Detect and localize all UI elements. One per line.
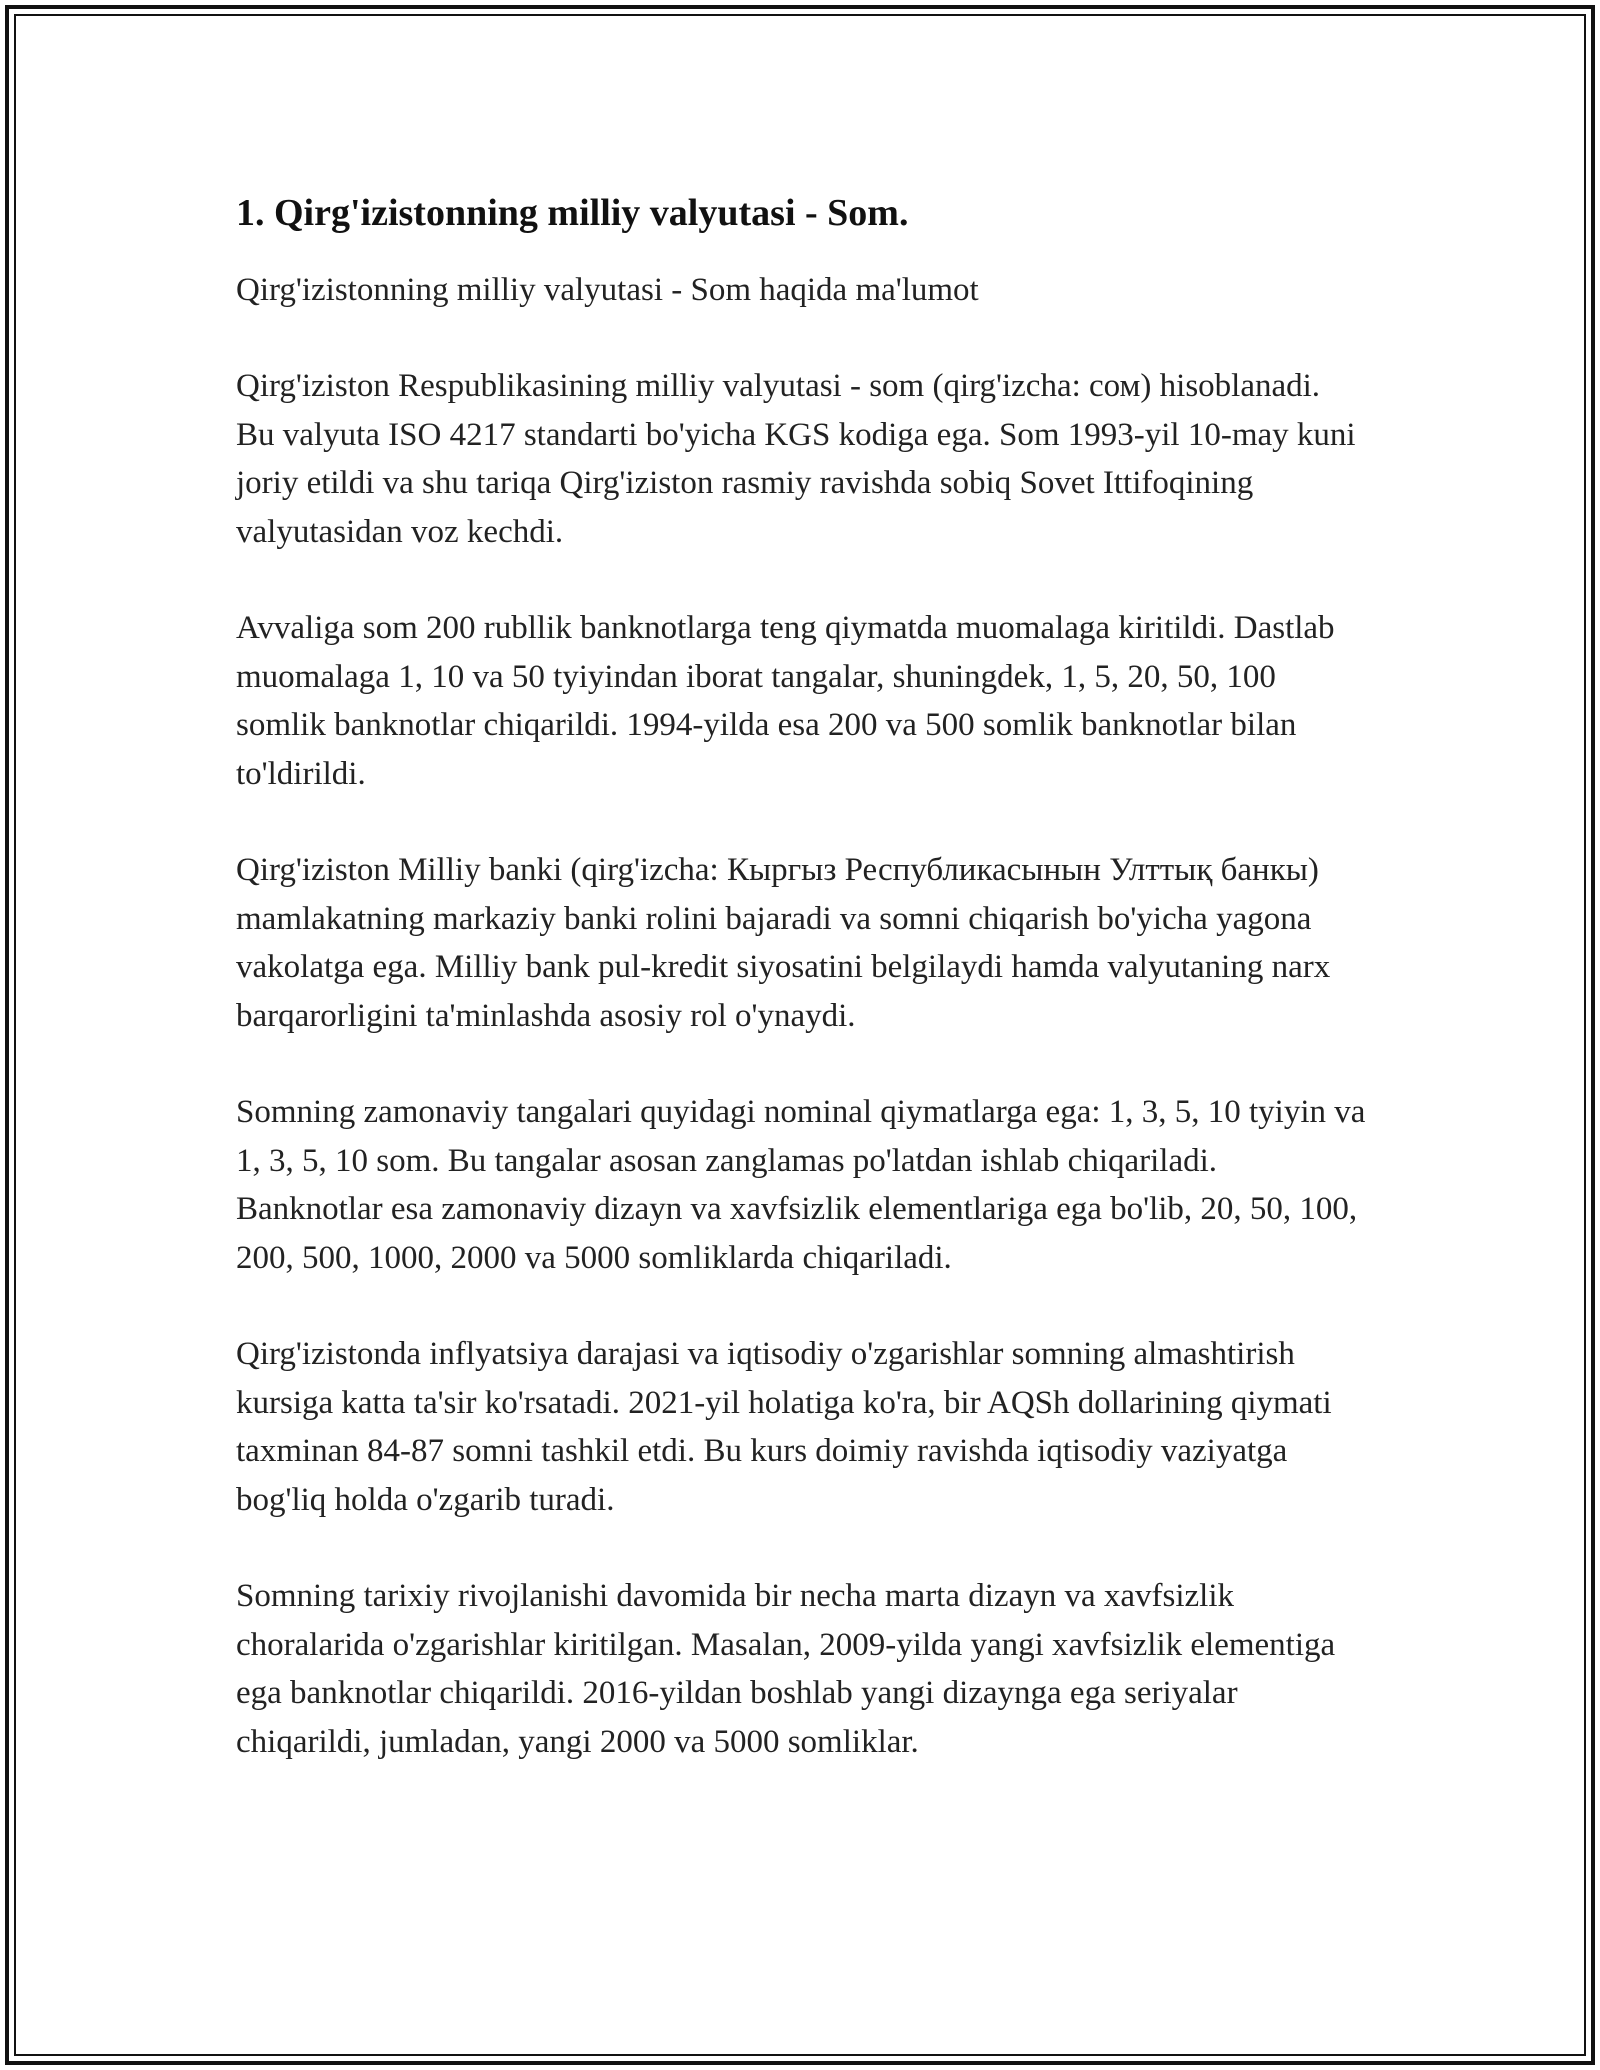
paragraph-history: Somning tarixiy rivojlanishi davomida bir necha marta dizayn va xavfsizlik choralarida o'zgarishlar kiritilgan. Masalan, 2009-yilda yangi xavfsizlik elementiga ega banknotlar chiqarildi. 2016-yildan boshlab yangi dizaynga ega seriyalar chiqarildi, jumladan, yangi 2000 va 5000 somliklar. xyxy=(236,1578,1336,1760)
paragraph-early-circulation: Avvaliga som 200 rubllik banknotlarga teng qiymatda muomalaga kiritildi. Dastlab muomalaga 1, 10 va 50 tyiyindan iborat tangalar, shuningdek, 1, 5, 20, 50, 100 somlik banknotlar chiqarildi. 1994-yilda esa 200 va 500 somlik banknotlar bilan to'ldirildi. xyxy=(236,610,1335,792)
paragraph-national-bank: Qirg'iziston Milliy banki (qirg'izcha: Кыргыз Республикасынын Улттық банкы) mamlakatning markaziy banki rolini bajaradi va somni chiqarish bo'yicha yagona vakolatga ega. Milliy bank pul-kredit siyosatini belgilaydi hamda valyutaning narx barqarorligini ta'minlashda asosiy rol o'ynaydi. xyxy=(236,852,1331,1034)
document-title: 1. Qirg'izistonning milliy valyutasi - Som. xyxy=(236,192,909,234)
paragraph-exchange-rate: Qirg'izistonda inflyatsiya darajasi va iqtisodiy o'zgarishlar somning almashtirish kursiga katta ta'sir ko'rsatadi. 2021-yil holatiga ko'ra, bir AQSh dollarining qiymati taxminan 84-87 somni tashkil etdi. Bu kurs doimiy ravishda iqtisodiy vaziyatga bog'liq holda o'zgarib turadi. xyxy=(236,1336,1332,1518)
document-subtitle: Qirg'izistonning milliy valyutasi - Som haqida ma'lumot xyxy=(236,272,979,308)
paragraph-introduction: Qirg'iziston Respublikasining milliy valyutasi - som (qirg'izcha: сом) hisoblanadi. Bu valyuta ISO 4217 standarti bo'yicha KGS kodiga ega. Som 1993-yil 10-may kuni joriy etildi va shu tariqa Qirg'iziston rasmiy ravishda sobiq Sovet Ittifoqining valyutasidan voz kechdi. xyxy=(236,368,1356,550)
document-body xyxy=(236,188,1366,1814)
paragraph-coins-banknotes: Somning zamonaviy tangalari quyidagi nominal qiymatlarga ega: 1, 3, 5, 10 tyiyin va 1, 3, 5, 10 som. Bu tangalar asosan zanglamas po'latdan ishlab chiqariladi. Banknotlar esa zamonaviy dizayn va xavfsizlik elementlariga ega bo'lib, 20, 50, 100, 200, 500, 1000, 2000 va 5000 somliklarda chiqariladi. xyxy=(236,1094,1366,1276)
